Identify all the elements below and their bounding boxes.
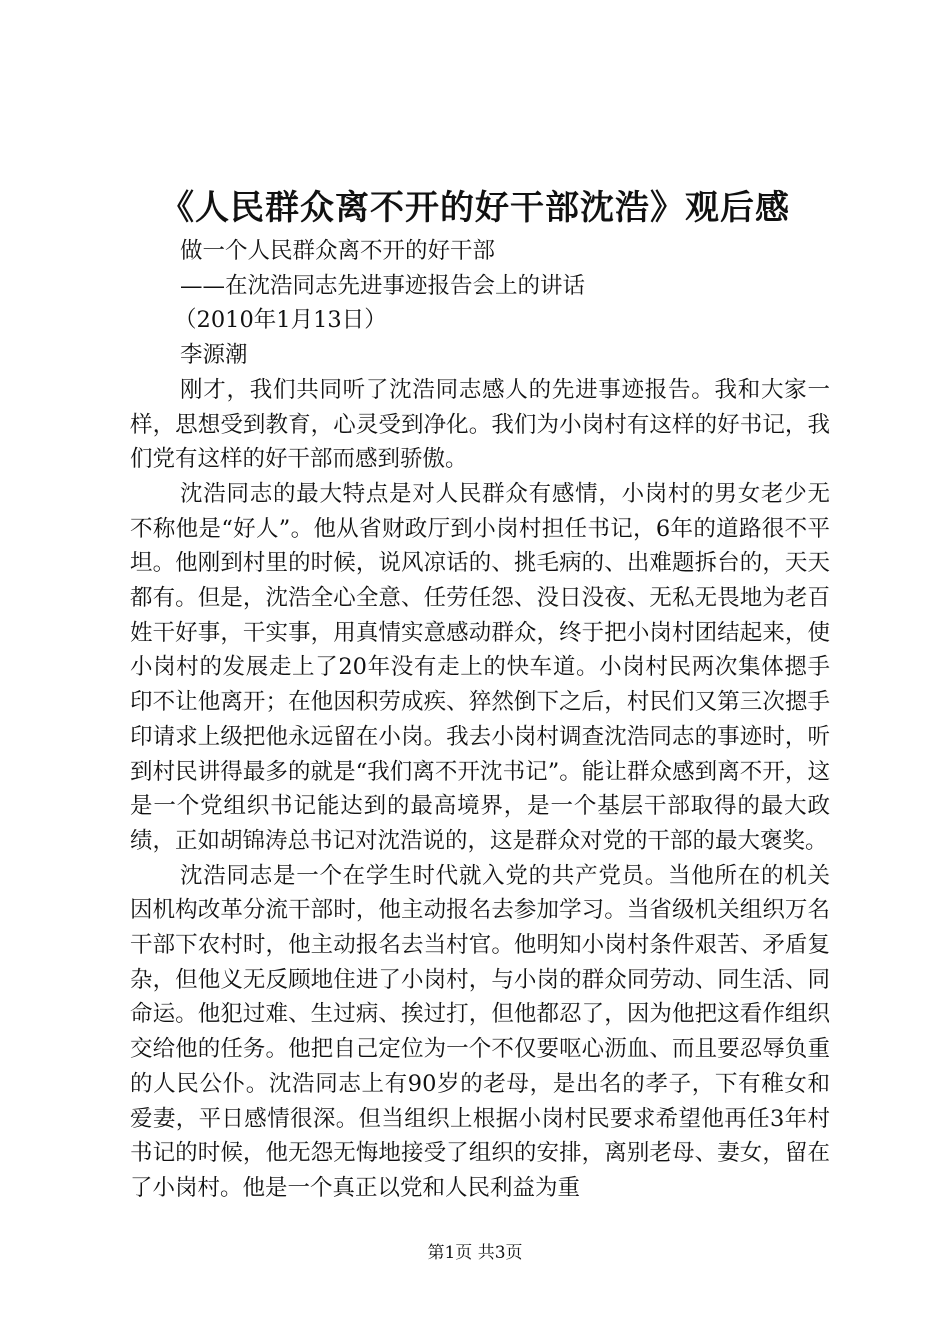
speech-subtitle: ——在沈浩同志先进事迹报告会上的讲话 xyxy=(180,272,586,299)
page-number: 第1页 共3页 xyxy=(427,1243,523,1263)
speech-title: 做一个人民群众离不开的好干部 xyxy=(180,238,496,264)
document-title: 《人民群众离不开的好干部沈浩》观后感 xyxy=(160,188,790,228)
speech-date: （2010年1月13日） xyxy=(174,307,387,334)
document-body xyxy=(130,234,830,1206)
speech-author: 李源潮 xyxy=(180,342,248,369)
body-paragraph: 沈浩同志的最大特点是对人民群众有感情，小岗村的男女老少无不称他是“好人”。他从省财政厅到小岗村担任书记，6年的道路很不平坦。他刚到村里的时候，说风凉话的、挑毛病的、出难题拆台的，天天都有。但是，沈浩全心全意、任劳任怨、没日没夜、无私无畏地为老百姓干好事，干实事，用真情实意感动群众，终于把小岗村团结起来，使小岗村的发展走上了20年没有走上的快车道。小岗村民两次集体摁手印不让他离开；在他因积劳成疾、猝然倒下之后，村民们又第三次摁手印请求上级把他永远留在小岗。我去小岗村调查沈浩同志的事迹时，听到村民讲得最多的就是“我们离不开沈书记”。能让群众感到离不开，这是一个党组织书记能达到的最高境界，是一个基层干部取得的最大政绩，正如胡锦涛总书记对沈浩说的，这是群众对党的干部的最大褒奖。 xyxy=(130,480,830,854)
body-paragraph: 刚才，我们共同听了沈浩同志感人的先进事迹报告。我和大家一样，思想受到教育，心灵受到净化。我们为小岗村有这样的好书记，我们党有这样的好干部而感到骄傲。 xyxy=(130,376,830,473)
body-paragraph: 沈浩同志是一个在学生时代就入党的共产党员。当他所在的机关因机构改革分流干部时，他主动报名去参加学习。当省级机关组织万名干部下农村时，他主动报名去当村官。他明知小岗村条件艰苦、矛盾复杂，但他义无反顾地住进了小岗村，与小岗的群众同劳动、同生活、同命运。他犯过难、生过病、挨过打，但他都忍了，因为他把这看作组织交给他的任务。他把自己定位为一个不仅要呕心沥血、而且要忍辱负重的人民公仆。沈浩同志上有90岁的老母，是出名的孝子，下有稚女和爱妻，平日感情很深。但当组织上根据小岗村民要求希望他再任3年村书记的时候，他无怨无悔地接受了组织的安排，离别老母、妻女，留在了小岗村。他是一个真正以党和人民利益为重 xyxy=(130,862,830,1201)
